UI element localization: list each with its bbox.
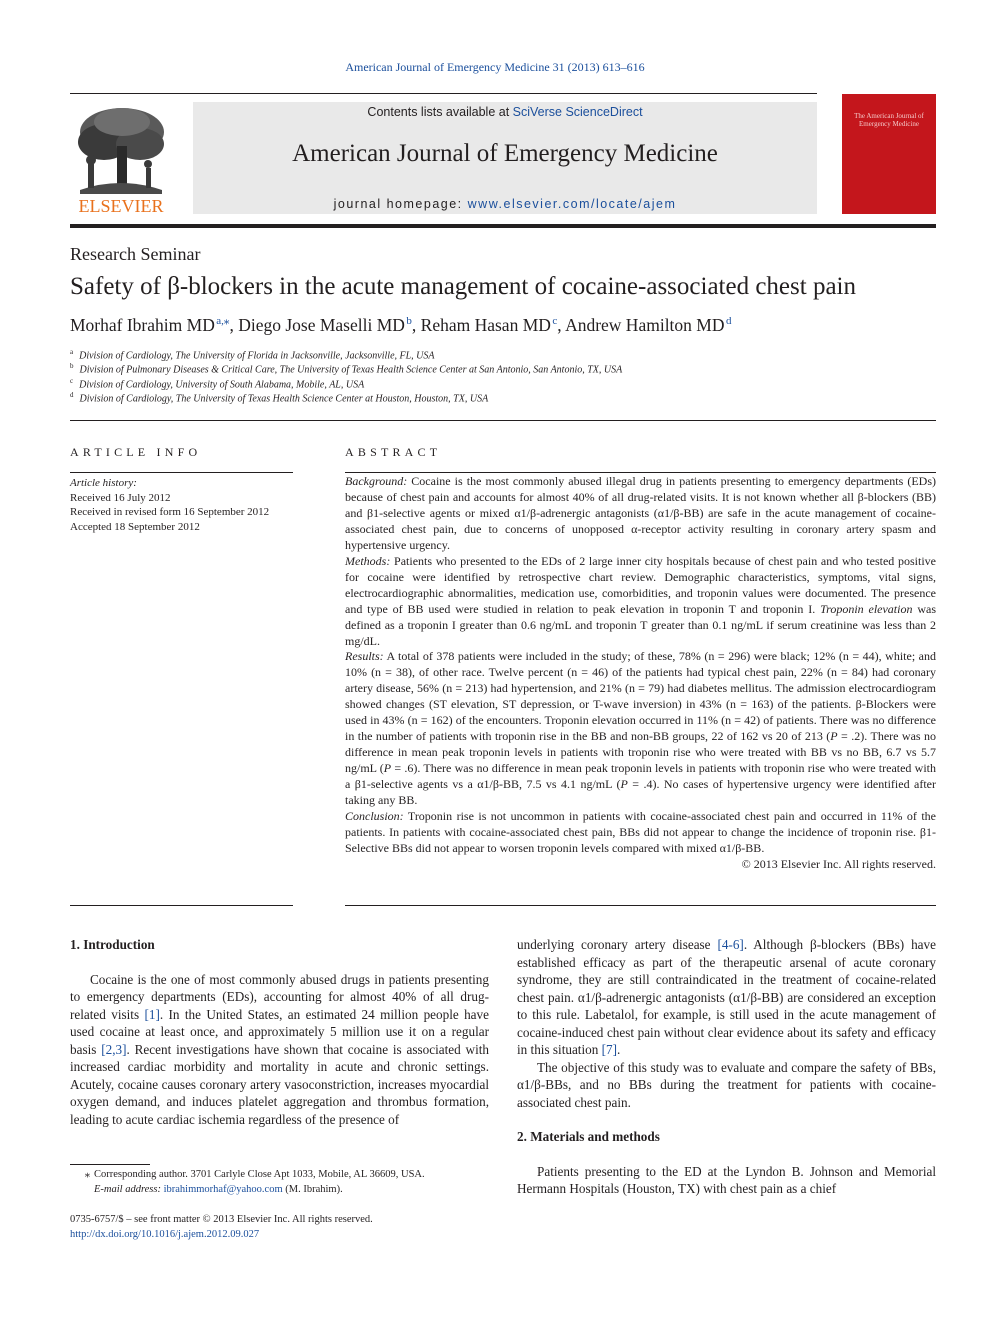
top-divider	[70, 93, 817, 94]
body-right-column	[517, 936, 936, 1198]
header-thick-divider	[70, 224, 936, 228]
abstract-results: Results: A total of 378 patients were included in the study; of these, 78% (n = 296) were black; 12% (n = 44), white; and 10% (n = 38), of other race. Twelve percent (n = 46) of the patients had typical chest pain, 22% (n = 84) had coronary artery disease, 56% (n = 213) had hypertension, and 21% (n = 79) had diabetes mellitus. The admission electrocardiogram showed changes (ST elevation, ST depression, or T-wave inversion) in 43% (n = 163) of the patients. β-Blockers were used in 43% (n = 162) of the encounters. Troponin elevation occurred in 11% (n = 42) of patients. There was no difference in the number of patients with troponin rise in the BB and non-BB groups, 22 of 162 vs 20 of 213 (P = .2). There was no difference in mean peak troponin levels in patients with troponin rise who were treated with BB vs no BB, 6.7 vs 5.7 ng/mL (P = .6). There was no difference in mean peak troponin levels in patients with troponin rise who were treated with a β1-selective agents vs a α1/β-BB, 7.5 vs 4.1 ng/mL (P = .4). No cases of hypertensive urgency were identified after taking any BB.	[345, 649, 937, 808]
corresponding-author-footnote: ⁎ Corresponding author. 3701 Carlyle Close Apt 1033, Mobile, AL 36609, USA. E-mail address: ibrahimmorhaf@yahoo.com (M. Ibrahim).	[70, 1167, 425, 1197]
article-info-heading: ARTICLE INFO	[70, 445, 202, 459]
methods-heading: 2. Materials and methods	[517, 1129, 660, 1144]
reference-link[interactable]: [2,3]	[101, 1041, 127, 1057]
reference-link[interactable]: [7]	[601, 1042, 618, 1057]
email-label: E-mail address:	[94, 1184, 161, 1195]
corresponding-author-text: Corresponding author. 3701 Carlyle Close Apt 1033, Mobile, AL 36609, USA.	[94, 1169, 425, 1180]
introduction-paragraph-continued: underlying coronary artery disease [4-6]. Although β-blockers (BBs) have established efficacy as part of the therapeutic arsenal of acute coronary syndrome, they are still contraindicated in the treatment of cocaine-related chest pain. α1/β-adrenergic antagonists (α1/β-BB) are considered an exception to this rule. Labetalol, for example, is still used in the acute management of cocaine-induced chest pain without clear evidence about its safety and efficacy in this situation [7].	[517, 937, 936, 1057]
contents-line	[193, 105, 817, 119]
journal-name: American Journal of Emergency Medicine	[292, 140, 718, 167]
homepage-line	[193, 197, 817, 211]
article-title: Safety of β-blockers in the acute management of cocaine-associated chest pain	[70, 273, 856, 300]
homepage-prefix: journal homepage:	[333, 197, 468, 211]
body-left-column	[70, 936, 489, 1128]
methods-paragraph: Patients presenting to the ED at the Lyndon B. Johnson and Memorial Hermann Hospitals (Houston, TX) with chest pain as a chief	[517, 1163, 936, 1196]
footnote-divider	[70, 1164, 150, 1165]
journal-reference-link[interactable]: American Journal of Emergency Medicine 31 (2013) 613–616	[345, 60, 645, 74]
introduction-paragraph: Cocaine is the one of most commonly abused drugs in patients presenting to emergency departments (EDs), accounting for almost 40% of all drug-related visits [1]. In the United States, an estimated 24 million people have used cocaine at least once, and approximately 5 million use it on a regular basis [2,3]. Recent investigations have shown that cocaine is associated with increased cardiac morbidity and mortality in acute and chronic settings. Acutely, cocaine causes coronary artery vasoconstriction, increases myocardial oxygen demand, and induces platelet aggregation and thrombus formation, leading to acute cardiac ischemia regardless of the presence of	[70, 971, 489, 1127]
abstract-methods: Methods: Patients who presented to the EDs of 2 large inner city hospitals because of chest pain and who tested positive for cocaine were identified by retrospective chart review. Demographic characteristics, symptoms, vital signs, electrocardiographic abnormalities, medication use, comorbidities, and troponin values were documented. The presence and type of BB used were studied in relation to peak elevation in troponin T and troponin I. Troponin elevation was defined as a troponin I greater than 0.6 ng/mL and troponin T greater than 0.1 ng/mL if serum creatinine was less than 2 mg/dL.	[345, 553, 936, 648]
doi-link[interactable]: http://dx.doi.org/10.1016/j.ajem.2012.09.027	[70, 1229, 260, 1240]
sciencedirect-link[interactable]: SciVerse ScienceDirect	[512, 105, 643, 119]
article-info-end-divider	[70, 905, 293, 906]
footnote-symbol: ⁎	[84, 1169, 90, 1180]
copyright-notice: © 2013 Elsevier Inc. All rights reserved.	[741, 856, 936, 871]
affiliation: $^c$ Division of Cardiology, University of South Alabama, Mobile, AL, USA	[70, 377, 365, 391]
reference-link[interactable]: [4-6]	[717, 937, 744, 952]
journal-cover-image	[842, 94, 936, 214]
svg-text:ELSEVIER: ELSEVIER	[78, 196, 164, 214]
title-divider	[70, 420, 936, 421]
cover-title: The American Journal of Emergency Medicine	[854, 112, 924, 128]
author-affiliation-link[interactable]: b	[406, 315, 412, 327]
elsevier-logo	[70, 102, 172, 214]
author-name: Morhaf Ibrahim MD	[70, 314, 215, 335]
abstract-body	[345, 474, 936, 873]
article-info-divider	[70, 472, 293, 473]
abstract-background: Background: Cocaine is the most commonly abused illegal drug in patients presenting to emergency departments (EDs) because of chest pain and accounts for almost 40% of all drug-related visits. It is not known whether all β-blockers (BB) and β1-selective agents or mixed α1/β-adrenergic antagonists (α1/β-BB) are safe in the acute management of cocaine-associated chest pain, due to concerns of unopposed α-receptor activity resulting in coronary artery spasm and hypertensive urgency.	[345, 474, 937, 552]
affiliation: $^b$ Division of Pulmonary Diseases & Critical Care, The University of Texas Health Science Center at San Antonio, San Antonio, TX, USA	[70, 362, 623, 376]
abstract-heading: ABSTRACT	[345, 445, 442, 459]
introduction-heading: 1. Introduction	[70, 937, 155, 952]
received-date: Received 16 July 2012	[70, 491, 171, 504]
revised-date: Received in revised form 16 September 2012	[70, 506, 270, 519]
history-label: Article history:	[70, 477, 137, 489]
abstract-end-divider	[345, 905, 936, 906]
section-label: Research Seminar	[70, 244, 201, 264]
author-name: Diego Jose Maselli MD	[238, 314, 405, 335]
journal-homepage-link[interactable]: www.elsevier.com/locate/ajem	[467, 197, 677, 211]
affiliation: $^a$ Division of Cardiology, The University of Florida in Jacksonville, Jacksonville, FL, USA	[70, 348, 435, 362]
article-history	[70, 476, 269, 534]
author-list: Morhaf Ibrahim MD $^{a,⁎}$, Diego Jose Maselli MD $^b$, Reham Hasan MD $^c$, Andrew Hamilton MD $^d$	[70, 314, 732, 335]
accepted-date: Accepted 18 September 2012	[70, 520, 200, 533]
affiliation: $^d$ Division of Cardiology, The University of Texas Health Science Center at Houston, Houston, TX, USA	[70, 391, 489, 405]
abstract-divider	[345, 472, 936, 473]
author-affiliation-link[interactable]: c	[552, 315, 558, 327]
issn-line: 0735-6757/$ – see front matter © 2013 Elsevier Inc. All rights reserved.	[70, 1214, 373, 1225]
author-affiliation-link[interactable]: a,⁎	[216, 315, 230, 327]
contents-prefix: Contents lists available at	[367, 105, 513, 119]
author-name: Reham Hasan MD	[420, 314, 551, 335]
abstract-conclusion: Conclusion: Troponin rise is not uncommon in patients with cocaine-associated chest pain and occurred in 11% of the patients. In patients with cocaine-associated chest pain, BBs did not appear to change the incidence of troponin rise. β1-Selective BBs did not appear to worsen troponin levels compared with mixed α1/β-BB.	[345, 809, 936, 855]
reference-link[interactable]: [1]	[144, 1006, 160, 1022]
author-name: Andrew Hamilton MD	[565, 314, 725, 335]
objective-paragraph: The objective of this study was to evaluate and compare the safety of BBs, α1/β-BBs, and no BBs during the treatment for patients with cocaine-associated chest pain.	[517, 1059, 936, 1110]
author-affiliation-link[interactable]: d	[725, 315, 732, 327]
author-email-link[interactable]: ibrahimmorhaf@yahoo.com	[163, 1184, 283, 1195]
elsevier-tree-icon	[70, 102, 172, 214]
